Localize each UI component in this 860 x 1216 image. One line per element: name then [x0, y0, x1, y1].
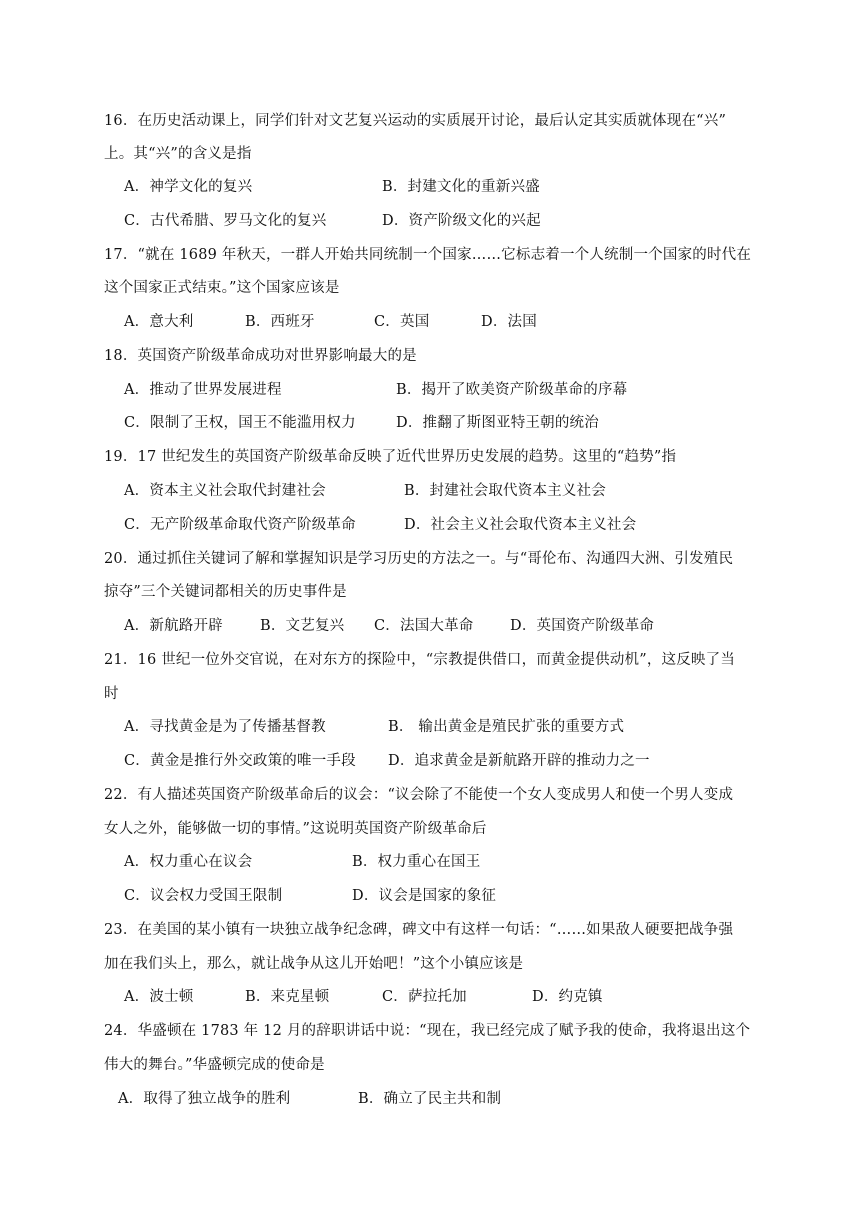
question-16-option-d: D．资产阶级文化的兴起: [382, 213, 541, 229]
question-20-option-b: B．文艺复兴: [260, 618, 345, 634]
question-16-option-c: C．古代希腊、罗马文化的复兴: [124, 213, 327, 229]
question-22-stem: 22．有人描述英国资产阶级革命后的议会：“议会除了不能使一个女人变成男人和使一个男人变成: [104, 787, 734, 803]
question-16-option-b: B．封建文化的重新兴盛: [382, 179, 540, 195]
question-19-option-b: B．封建社会取代资本主义社会: [404, 483, 606, 499]
question-20-option-a: A．新航路开辟: [124, 618, 223, 634]
question-23-option-b: B．来克星顿: [245, 989, 330, 1005]
question-16-stem: 16．在历史活动课上，同学们针对文艺复兴运动的实质展开讨论，最后认定其实质就体现在“兴”: [104, 113, 727, 129]
question-24-stem-cont: 伟大的舞台。”华盛顿完成的使命是: [104, 1057, 325, 1073]
question-21-stem: 21．16 世纪一位外交官说，在对东方的探险中，“宗教提供借口，而黄金提供动机”，这反映了当: [104, 652, 736, 668]
question-22-stem-cont: 女人之外，能够做一切的事情。”这说明英国资产阶级革命后: [104, 821, 487, 837]
question-20-stem-cont: 掠夺”三个关键词都相关的历史事件是: [104, 584, 347, 600]
question-23-option-a: A．波士顿: [124, 989, 194, 1005]
question-22-option-c: C．议会权力受国王限制: [124, 888, 283, 904]
question-23-option-d: D．约克镇: [532, 989, 603, 1005]
question-18-option-b: B．揭开了欧美资产阶级革命的序幕: [396, 382, 628, 398]
question-24-stem: 24．华盛顿在 1783 年 12 月的辞职讲话中说：“现在，我已经完成了赋予我的使命，我将退出这个: [104, 1023, 751, 1039]
question-24-option-a: A．取得了独立战争的胜利: [118, 1091, 291, 1107]
question-16-stem-cont: 上。其“兴”的含义是指: [104, 146, 252, 162]
question-21-option-d: D．追求黄金是新航路开辟的推动力之一: [388, 753, 650, 769]
question-20-option-c: C．法国大革命: [374, 618, 474, 634]
question-22-option-d: D．议会是国家的象征: [352, 888, 497, 904]
question-20-option-d: D．英国资产阶级革命: [510, 618, 655, 634]
question-17-stem: 17．“就在 1689 年秋天，一群人开始共同统制一个国家……它标志着一个人统制一个国家的时代在: [104, 247, 752, 263]
question-17-option-d: D．法国: [481, 314, 537, 330]
question-24-option-b: B．确立了民主共和制: [358, 1091, 502, 1107]
question-17-option-b: B．西班牙: [245, 314, 315, 330]
question-23-stem: 23．在美国的某小镇有一块独立战争纪念碑，碑文中有这样一句话：“……如果敌人硬要把战争强: [104, 922, 734, 938]
question-20-stem: 20．通过抓住关键词了解和掌握知识是学习历史的方法之一。与“哥伦布、沟通四大洲、引发殖民: [104, 551, 734, 567]
question-17-option-c: C．英国: [374, 314, 430, 330]
question-17-stem-cont: 这个国家正式结束。”这个国家应该是: [104, 280, 340, 296]
question-18-option-d: D．推翻了斯图亚特王朝的统治: [396, 415, 599, 431]
question-19-stem: 19．17 世纪发生的英国资产阶级革命反映了近代世界历史发展的趋势。这里的“趋势”指: [104, 449, 677, 465]
question-23-stem-cont: 加在我们头上，那么，就让战争从这儿开始吧！”这个小镇应该是: [104, 956, 524, 972]
question-18-stem: 18．英国资产阶级革命成功对世界影响最大的是: [104, 348, 417, 364]
question-22-option-a: A．权力重心在议会: [124, 854, 253, 870]
question-18-option-c: C．限制了王权，国王不能滥用权力: [124, 415, 356, 431]
question-21-option-a: A．寻找黄金是为了传播基督教: [124, 719, 326, 735]
question-17-option-a: A．意大利: [124, 314, 194, 330]
question-21-option-b: B． 输出黄金是殖民扩张的重要方式: [388, 719, 625, 735]
question-21-option-c: C．黄金是推行外交政策的唯一手段: [124, 753, 356, 769]
question-21-stem-cont: 时: [104, 686, 119, 702]
question-22-option-b: B．权力重心在国王: [352, 854, 481, 870]
question-16-option-a: A．神学文化的复兴: [124, 179, 253, 195]
question-18-option-a: A．推动了世界发展进程: [124, 382, 282, 398]
question-19-option-c: C．无产阶级革命取代资产阶级革命: [124, 517, 356, 533]
question-19-option-a: A．资本主义社会取代封建社会: [124, 483, 326, 499]
question-19-option-d: D．社会主义社会取代资本主义社会: [404, 517, 637, 533]
question-23-option-c: C．萨拉托加: [382, 989, 467, 1005]
